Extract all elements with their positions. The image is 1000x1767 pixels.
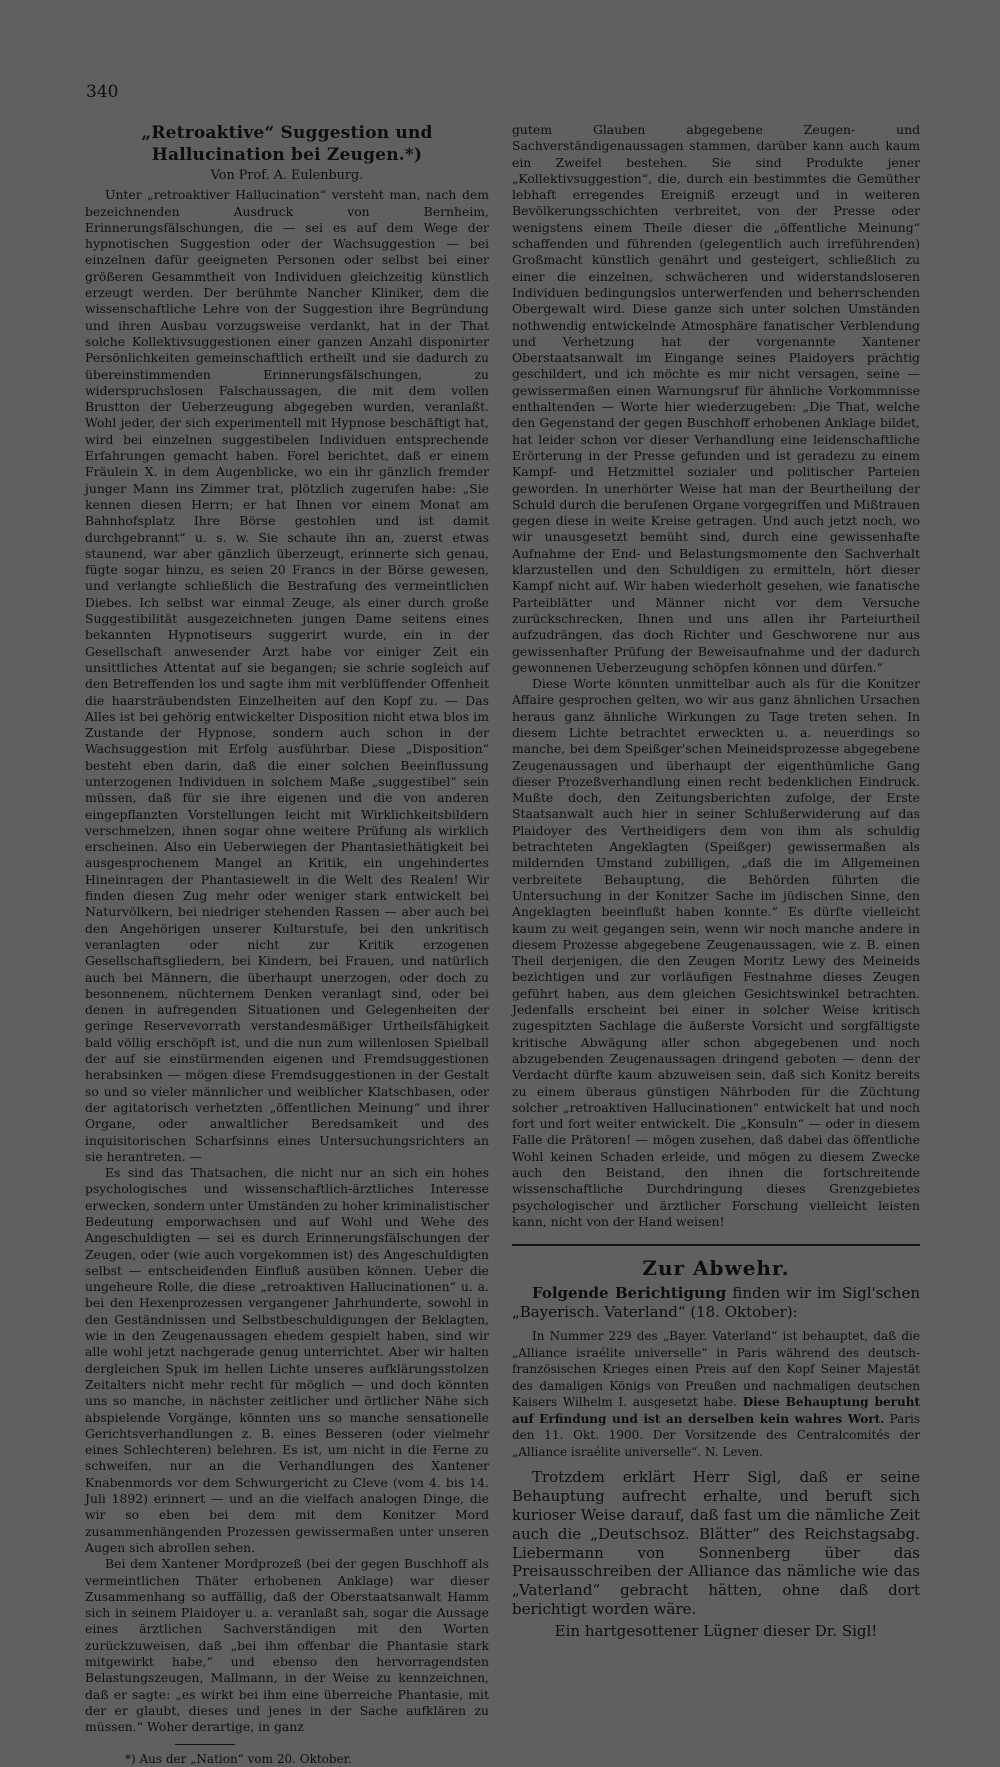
correction-quote-bold: Diese Behauptung beruht auf Erfindung und ist an derselben kein wahres Wort. <box>512 1395 920 1426</box>
article-byline: Von Prof. A. Eulenburg. <box>210 168 364 183</box>
correction-quote-text: In Nummer 229 des „Bayer. Vaterland“ ist behauptet, daß die „Alliance israélite universelle“ in Paris während des deutsch-französischen Krieges einen Preis auf den Kopf Seiner Majestät des damaligen Königs von Preußen und nachmaligen deutschen Kaisers Wilhelm I. ausgesetzt habe. <box>512 1329 920 1410</box>
footnote: *) Aus der „Nation“ vom 20. Oktober. <box>125 1751 352 1766</box>
correction-quote <box>512 1328 920 1460</box>
article-paragraph-3: Bei dem Xantener Mordprozeß (bei der gegen Buschhoff als vermeintlichen Thäter erhobenen Anklage) war dieser Zusammenhang so auffällig, daß der Oberstaatsanwalt Hamm sich in seinem Plaidoyer u. a. veranlaßt sah, sogar die Aussage eines ärztlichen Sachverständigen mit den Worten zurückzuweisen, daß „bei ihm offenbar die Phantasie stark mitgewirkt habe,“ und ebenso den hervorragendsten Belastungszeugen, Mallmann, in der Weise zu kennzeichnen, daß er sagte: „es wirkt bei ihm eine überreiche Phantasie, mit der er glaubt, dieses und jenes in der Sache aufklären zu müssen.“ Woher derartige, in ganz <box>85 1556 489 1735</box>
rebuttal-paragraph: Trotzdem erklärt Herr Sigl, daß er seine Behauptung aufrecht erhalte, und beruft sich kurioser Weise darauf, daß fast um die nämliche Zeit auch die „Deutschsoz. Blätter“ des Reichstagsabg. Liebermann von Sonnenberg über das Preisausschreiben der Alliance das nämliche wie das „Vaterland“ gebracht hätten, ohne daß dort berichtigt worden wäre. <box>512 1468 920 1619</box>
footnote-divider <box>175 1744 235 1745</box>
right-column <box>512 122 920 1641</box>
defense-section-title: Zur Abwehr. <box>642 1256 790 1281</box>
continued-paragraph-2: Diese Worte könnten unmittelbar auch als für die Konitzer Affaire gesprochen gelten, wo wir aus ganz ähnlichen Ursachen heraus ganz ähnliche Wirkungen zu Tage treten sehen. In diesem Lichte betrachtet erweckten u. a. neuerdings so manche, bei dem Speißger'schen Meineidsprozesse abgegebene Zeugenaussagen und überhaupt der eigenthümliche Gang dieser Prozeßverhandlung einen recht bedenklichen Eindruck. Mußte doch, den Zeitungsberichten zufolge, der Erste Staatsanwalt auch hier in seiner Schlußerwiderung auf das Plaidoyer des Vertheidigers dem von ihm als schuldig betrachteten Angeklagten (Speißger) gewissermaßen als mildernden Umstand zubilligen, „daß die im Allgemeinen verbreitete Behauptung, die Behörden führten die Untersuchung in der Konitzer Sache im jüdischen Sinne, den Angeklagten beeinflußt haben konnte.“ Es dürfte vielleicht kaum zu weit gegangen sein, wenn wir noch manche andere in diesem Prozesse abgegebene Zeugenaussagen, wie z. B. einen Theil derjenigen, die den Zeugen Moritz Lewy des Meineids bezichtigen und zur vorläufigen Festnahme dieses Zeugen geführt haben, aus dem gleichen Gesichtswinkel betrachten. Jedenfalls erscheint bei einer in solcher Weise kritisch zugespitzten Sachlage die äußerste Vorsicht und sorgfältigste kritische Abwägung aller schon abgegebenen und noch abzugebenden Zeugenaussagen dringend geboten — denn der Verdacht dürfte kaum abzuweisen sein, daß sich Konitz bereits zu einem überaus günstigen Nährboden für die Züchtung solcher „retroaktiven Hallucinationen“ entwickelt hat und noch fort und fort weiter entwickelt. Die „Konsuln“ — oder in diesem Falle die Prätoren! — mögen zusehen, daß dabei das öffentliche Wohl keinen Schaden erleide, und mögen zu diesem Zwecke auch den Beistand, den ihnen die fortschreitende wissenschaftliche Durchdringung dieses Grenzgebietes psychologischer und ärztlicher Forschung vielleicht leisten kann, nicht von der Hand weisen! <box>512 676 920 1229</box>
closing-remark: Ein hartgesottener Lügner dieser Dr. Sigl! <box>554 1621 878 1640</box>
article-paragraph-1: Unter „retroaktiver Hallucination“ versteht man, nach dem bezeichnenden Ausdruck von Bernheim, Erinnerungsfälschungen, die — sei es auf dem Wege der hypnotischen Suggestion oder der Wachsuggestion — bei einzelnen dafür geeigneten Personen oder selbst bei einer größeren Gesammtheit von Individuen gleichzeitig künstlich erzeugt werden. Der berühmte Nancher Kliniker, dem die wissenschaftliche Lehre von der Suggestion ihre Begründung und ihren Ausbau vorzugsweise verdankt, hat in der That solche Kollektivsuggestionen einer ganzen Anzahl disponirter Persönlichkeiten gemeinschaftlich ertheilt und sie dadurch zu übereinstimmenden Erinnerungsfälschungen, zu widerspruchslosen Falschaussagen, die mit dem vollen Brustton der Ueberzeugung abgegeben wurden, veranlaßt. Wohl jeder, der sich experimentell mit Hypnose beschäftigt hat, wird bei einzelnen suggestibelen Individuen entsprechende Erfahrungen gemacht haben. Forel berichtet, daß er einem Fräulein X. in dem Augenblicke, wo ein ihr gänzlich fremder junger Mann ins Zimmer trat, plötzlich zugerufen habe: „Sie kennen diesen Herrn; er hat Ihnen vor einem Monat am Bahnhofsplatz Ihre Börse gestohlen und ist damit durchgebrannt“ u. s. w. Sie schaute ihn an, zuerst etwas staunend, war aber gänzlich überzeugt, erinnerte sich genau, fügte sogar hinzu, es seien 20 Francs in der Börse gewesen, und verlangte schließlich die Bestrafung des vermeintlichen Diebes. Ich selbst war einmal Zeuge, als einer durch große Suggestibilität ausgezeichneten jungen Dame seitens eines bekannten Hypnotiseurs suggerirt wurde, ein in der Gesellschaft anwesender Arzt habe vor einiger Zeit ein unsittliches Attentat auf sie begangen; sie schrie sogleich auf den Betreffenden los und sagte ihm mit verblüffender Offenheit die haarsträubendsten Einzelheiten auf den Kopf zu. — Das Alles ist bei gehörig entwickelter Disposition nicht etwa blos im Zustande der Hypnose, sondern auch schon in der Wachsuggestion mit Erfolg ausführbar. Diese „Disposition“ besteht eben darin, daß die einer solchen Beeinflussung unterzogenen Individuen in solchem Maße „suggestibel“ sein müssen, daß für sie ihre eigenen und die von anderen eingepflanzten Vorstellungen leicht mit Wirklichkeitsbildern verschmelzen, ihnen sogar ohne weitere Prüfung als wirklich erscheinen. Also ein Ueberwiegen der Phantasiethätigkeit bei ausgesprochenem Mangel an Kritik, ein ungehindertes Hineinragen der Phantasiewelt in die Welt des Realen! Wir finden diesen Zug mehr oder weniger stark entwickelt bei Naturvölkern, bei niedriger stehenden Rassen — aber auch bei den Angehörigen unserer Kulturstufe, bei den unkritisch veranlagten oder nicht zur Kritik erzogenen Gesellschaftsgliedern, bei Kindern, bei Frauen, und natürlich auch bei Männern, die überhaupt unerzogen, oder doch zu besonnenem, nüchternem Denken veranlagt sind, oder bei denen in aufregenden Situationen und Gelegenheiten der geringe Reservevorrath verstandesmäßiger Urtheilsfähigkeit bald völlig erschöpft ist, und die nun zum willenlosen Spielball der auf sie einstürmenden eigenen und Fremdsuggestionen herabsinken — mögen diese Fremdsuggestionen in der Gestalt so und so vieler männlicher und weiblicher Klatschbasen, oder der agitatorisch verhetzten „öffentlichen Meinung“ und ihrer Organe, oder anwaltlicher Beredsamkeit und des inquisitorischen Scharfsinns eines Untersuchungsrichters an sie herantreten. — <box>85 187 489 1164</box>
correction-lead-rest: finden wir im Sigl'schen „Bayerisch. Vaterland“ (18. Oktober): <box>512 1284 920 1322</box>
correction-quote-signature: Paris den 11. Okt. 1900. Der Vorsitzende des Centralcomités der „Alliance israélite universelle“. N. Leven. <box>512 1411 920 1459</box>
page-number: 340 <box>86 82 119 102</box>
correction-lead-bold: Folgende Berichtigung <box>532 1284 727 1303</box>
section-divider <box>512 1244 920 1246</box>
article-title: „Retroaktive“ Suggestion und Hallucination bei Zeugen.*) <box>141 123 433 165</box>
article-paragraph-2: Es sind das Thatsachen, die nicht nur an sich ein hohes psychologisches und wissenschaftlich-ärztliches Interesse erwecken, sondern unter Umständen zu hoher kriminalistischer Bedeutung emporwachsen und auf Wohl und Wehe des Angeschuldigten — sei es durch Erinnerungsfälschungen der Zeugen, oder (wie auch vorgekommen ist) des Angeschuldigten selbst — entscheidenden Einfluß ausüben können. Ueber die ungeheure Rolle, die diese „retroaktiven Hallucinationen“ u. a. bei den Hexenprozessen vergangener Jahrhunderte, sowohl in den Geständnissen und Selbstbeschuldigungen der Beklagten, wie in den Zeugenaussagen ehedem gespielt haben, sind wir alle wohl jetzt nachgerade genug unterrichtet. Aber wir halten dergleichen Spuk im hellen Lichte unseres aufklärungsstolzen Zeitalters nicht mehr recht für möglich — und doch könnten uns so manche, in nächster zeitlicher und örtlicher Nähe sich abspielende Vorgänge, könnten uns so manche sensationelle Gerichtsverhandlungen z. B. eines Besseren (oder vielmehr eines Schlechteren) belehren. Es ist, um nicht in die Ferne zu schweifen, nur an die Verhandlungen des Xantener Knabenmords vor dem Schwurgericht zu Cleve (vom 4. bis 14. Juli 1892) erinnert — und an die vielfach analogen Dinge, die wir so eben bei dem mit dem Konitzer Mord zusammenhängenden Prozessen gewissermaßen unter unseren Augen sich abrollen sehen. <box>85 1165 489 1555</box>
continued-paragraph-1: gutem Glauben abgegebene Zeugen- und Sachverständigenaussagen stammen, darüber kann auch kaum ein Zweifel bestehen. Sie sind Produkte jener „Kollektivsuggestion“, die, durch ein bestimmtes die Gemüther lebhaft erregendes Ereigniß erzeugt und in weiteren Bevölkerungsschichten verbreitet, von der Presse oder wenigstens einem Theile dieser die „öffentliche Meinung“ schaffenden und führenden (gelegentlich auch irreführenden) Großmacht künstlich genährt und gesteigert, schließlich zu einer die einzelnen, schwächeren und widerstandsloseren Individuen bedingungslos unterwerfenden und beherrschenden Obergewalt wird. Diese ganze sich unter solchen Umständen nothwendig entwickelnde Atmosphäre fanatischer Verblendung und Verhetzung hat der vorgenannte Xantener Oberstaatsanwalt im Eingange seines Plaidoyers prächtig geschildert, und ich möchte es mir nicht versagen, seine — gewissermaßen einen Warnungsruf für ähnliche Vorkommnisse enthaltenden — Worte hier wiederzugeben: „Die That, welche den Gegenstand der gegen Buschhoff erhobenen Anklage bildet, hat leider schon vor dieser Verhandlung eine leidenschaftliche Erörterung in der Presse gefunden und ist geradezu zu einem Kampf- und Hetzmittel sozialer und politischer Parteien geworden. In unerhörter Weise hat man der Beurtheilung der Schuld durch die berufenen Organe vorgegriffen und Mißtrauen gegen diese in weite Kreise getragen. Und auch jetzt noch, wo wir unausgesetzt bemüht sind, durch eine gewissenhafte Aufnahme der End- und Belastungsmomente den Sachverhalt klarzustellen und den Schuldigen zu ermitteln, hört dieser Kampf nicht auf. Wir haben wiederholt gesehen, wie fanatische Parteiblätter und Männer nicht vor dem Versuche zurückschrecken, Ihnen und uns allen ihr Parteiurtheil aufzudrängen, das doch Richter und Geschworene nur aus gewissenhafter Prüfung der Beweisaufnahme und der dadurch gewonnenen Ueberzeugung schöpfen können und dürfen.“ <box>512 122 920 675</box>
left-column <box>85 118 489 1767</box>
correction-lead <box>512 1284 920 1322</box>
